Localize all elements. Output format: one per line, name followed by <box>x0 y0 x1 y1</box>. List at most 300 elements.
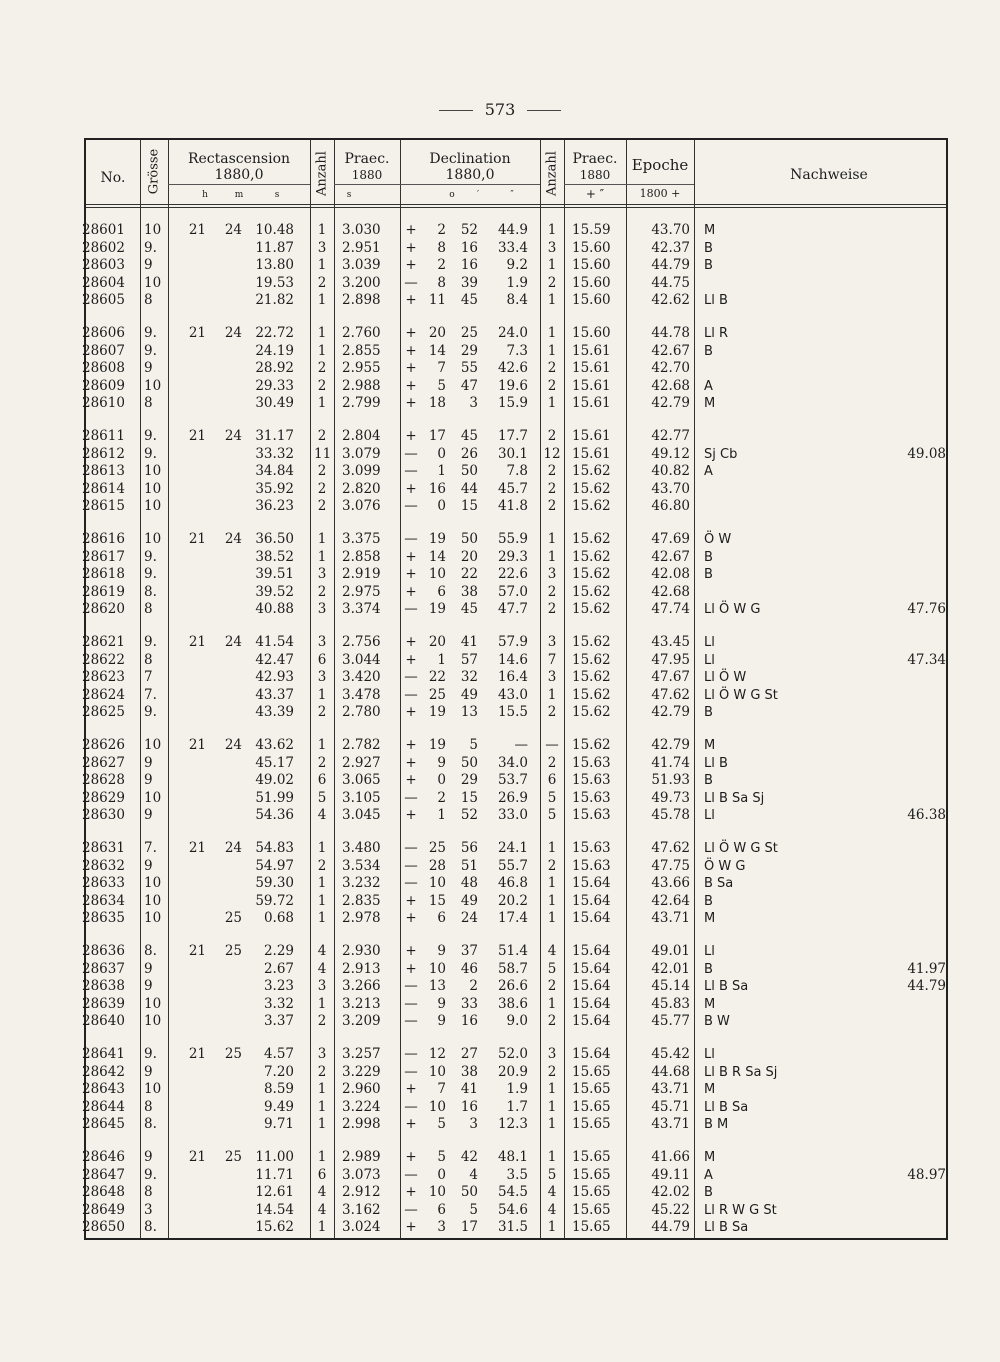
cell-epoche: 47.95 <box>651 651 690 668</box>
cell-decl-sign: + <box>405 239 417 256</box>
cell-praec-1: 3.420 <box>342 669 381 685</box>
cell-epoche: 44.75 <box>651 274 690 291</box>
cell-nachweise: B <box>704 240 713 256</box>
cell-praec-1: 2.855 <box>342 342 381 359</box>
cell-no: 28621 <box>82 634 125 650</box>
cell-anzahl-1: 1 <box>317 257 327 273</box>
cell-ra-s: 39.52 <box>255 583 294 600</box>
cell-epoche: 45.14 <box>651 978 690 994</box>
cell-groesse: 9. <box>144 239 157 256</box>
cell-praec-1: 3.374 <box>342 601 381 617</box>
cell-decl-sign: + <box>405 480 417 497</box>
table-row <box>82 857 950 875</box>
page-number-text: 573 <box>484 100 516 119</box>
cell-ra-s: 54.36 <box>255 807 294 823</box>
cell-anzahl-2: 2 <box>547 428 557 444</box>
cell-ra-s: 36.23 <box>255 498 294 514</box>
cell-anzahl-1: 1 <box>317 737 327 753</box>
cell-decl-deg: 9 <box>437 995 446 1012</box>
cell-groesse: 10 <box>144 737 162 753</box>
cell-anzahl-1: 1 <box>317 1081 327 1097</box>
cell-decl-sign: — <box>404 1166 418 1183</box>
cell-groesse: 10 <box>144 274 162 291</box>
cell-no: 28633 <box>82 875 125 891</box>
cell-decl-sec: 51.4 <box>497 943 528 959</box>
cell-anzahl-1: 1 <box>317 222 327 238</box>
cell-epoche: 43.71 <box>651 910 690 926</box>
cell-decl-deg: 19 <box>428 704 446 720</box>
cell-decl-sign: — <box>404 1013 418 1029</box>
cell-ra-s: 9.71 <box>263 1116 294 1132</box>
cell-praec-1: 3.044 <box>342 651 381 668</box>
cell-decl-sign: + <box>405 292 417 308</box>
cell-ra-s: 54.83 <box>255 840 294 856</box>
cell-nachweise: B Sa <box>704 876 734 891</box>
cell-epoche: 49.01 <box>651 943 690 959</box>
cell-epoche: 47.75 <box>651 857 690 874</box>
cell-ra-m: 25 <box>224 910 242 926</box>
cell-praec-2: 15.60 <box>572 239 611 256</box>
cell-anzahl-2: 1 <box>547 910 557 926</box>
cell-decl-min: 16 <box>460 1098 478 1115</box>
cell-epoche: 47.69 <box>651 531 690 547</box>
cell-groesse: 10 <box>144 892 162 909</box>
cell-ra-h: 21 <box>188 943 206 959</box>
cell-decl-sec: 30.1 <box>497 445 528 462</box>
table-row <box>82 634 950 651</box>
cell-praec-1: 2.799 <box>342 395 381 411</box>
cell-decl-sec: 20.2 <box>497 892 528 909</box>
cell-decl-min: 38 <box>460 1063 478 1080</box>
header-praec2-unit: + ″ <box>585 187 605 201</box>
cell-nachweise: Ll B Sa <box>704 979 749 994</box>
cell-anzahl-1: 2 <box>317 583 327 600</box>
table-row <box>82 840 950 857</box>
cell-decl-sign: + <box>405 1184 417 1200</box>
cell-praec-1: 2.955 <box>342 360 381 376</box>
cell-groesse: 9 <box>144 772 153 788</box>
cell-anzahl-2: 4 <box>547 943 557 959</box>
cell-epoche: 44.79 <box>651 1219 690 1235</box>
cell-no: 28630 <box>82 807 125 823</box>
cell-no: 28642 <box>82 1063 125 1080</box>
cell-epoche: 41.74 <box>651 754 690 771</box>
cell-decl-deg: 11 <box>428 292 446 308</box>
cell-ra-s: 43.37 <box>255 686 294 703</box>
cell-epoche: 42.01 <box>651 960 690 977</box>
cell-decl-min: 51 <box>460 857 478 874</box>
header-epoche-title: Epoche <box>631 156 689 174</box>
cell-praec-2: 15.60 <box>572 274 611 291</box>
cell-decl-sec: 38.6 <box>497 995 528 1012</box>
cell-groesse: 10 <box>144 498 162 514</box>
header-subrule <box>168 184 310 185</box>
cell-decl-sec: 12.3 <box>497 1116 528 1132</box>
cell-praec-1: 2.930 <box>342 943 381 959</box>
cell-praec-2: 15.61 <box>572 395 611 411</box>
cell-decl-min: 15 <box>460 789 478 806</box>
cell-ra-s: 42.47 <box>255 651 294 668</box>
cell-anzahl-1: 1 <box>317 1149 327 1165</box>
cell-decl-sec: 19.6 <box>497 377 528 394</box>
cell-epoche: 45.22 <box>651 1201 690 1218</box>
cell-anzahl-2: 1 <box>547 1149 557 1165</box>
cell-decl-min: 48 <box>460 875 478 891</box>
cell-nachweise: Ll <box>704 1047 715 1062</box>
cell-decl-min: 29 <box>460 342 478 359</box>
table-row <box>82 1184 950 1201</box>
cell-praec-2: 15.62 <box>572 566 611 582</box>
table-row <box>82 583 950 601</box>
cell-nachweise: B W <box>704 1014 730 1029</box>
cell-decl-sign: + <box>405 651 417 668</box>
cell-epoche: 47.74 <box>651 601 690 617</box>
cell-decl-sec: 54.6 <box>497 1201 528 1218</box>
cell-praec-2: 15.61 <box>572 342 611 359</box>
cell-anzahl-1: 4 <box>317 1201 327 1218</box>
cell-anzahl-2: 2 <box>547 463 557 479</box>
cell-decl-sign: + <box>405 566 417 582</box>
cell-praec-1: 2.835 <box>342 892 381 909</box>
cell-ra-s: 36.50 <box>255 531 294 547</box>
cell-anzahl-2: 1 <box>547 222 557 238</box>
table-row <box>82 222 950 239</box>
cell-decl-deg: 10 <box>428 566 446 582</box>
cell-praec-2: 15.65 <box>572 1063 611 1080</box>
cell-decl-sec: 22.6 <box>497 566 528 582</box>
cell-praec-2: 15.64 <box>572 943 611 959</box>
cell-epoche: 42.67 <box>651 342 690 359</box>
cell-anzahl-1: 4 <box>317 943 327 959</box>
cell-decl-sign: — <box>404 978 418 994</box>
cell-decl-sign: — <box>404 498 418 514</box>
cell-anzahl-1: 5 <box>317 789 327 806</box>
cell-anzahl-2: 3 <box>547 634 557 650</box>
cell-ra-m: 24 <box>224 325 242 341</box>
cell-no: 28649 <box>82 1201 125 1218</box>
cell-decl-deg: 0 <box>437 498 446 514</box>
cell-praec-2: 15.63 <box>572 807 611 823</box>
cell-praec-1: 2.804 <box>342 428 381 444</box>
cell-no: 28610 <box>82 395 125 411</box>
cell-nachweise: Ll <box>704 635 715 650</box>
header-decl-sec: ″ <box>510 190 514 200</box>
cell-anzahl-2: 5 <box>547 960 557 977</box>
cell-decl-sign: + <box>405 704 417 720</box>
cell-anzahl-1: 2 <box>317 498 327 514</box>
cell-no: 28602 <box>82 239 125 256</box>
header-ra-m: m <box>234 190 244 200</box>
cell-praec-2: 15.59 <box>572 222 611 238</box>
cell-ra-s: 59.30 <box>255 875 294 891</box>
cell-ra-s: 11.87 <box>255 239 294 256</box>
cell-praec-1: 2.927 <box>342 754 381 771</box>
cell-ra-s: 19.53 <box>255 274 294 291</box>
cell-decl-sec: 47.7 <box>497 601 528 617</box>
cell-decl-deg: 9 <box>437 754 446 771</box>
cell-anzahl-2: 2 <box>547 583 557 600</box>
cell-nachweise: Sj Cb <box>704 446 738 462</box>
cell-praec-2: 15.62 <box>572 480 611 497</box>
cell-decl-sec: 33.4 <box>497 239 528 256</box>
cell-no: 28647 <box>82 1166 125 1183</box>
cell-ra-m: 24 <box>224 634 242 650</box>
cell-ra-s: 34.84 <box>255 463 294 479</box>
cell-groesse: 9. <box>144 428 157 444</box>
cell-nachweise: Ll Ö W G St <box>704 841 778 856</box>
cell-decl-min: 45 <box>460 428 478 444</box>
cell-no: 28611 <box>82 428 125 444</box>
cell-groesse: 7. <box>144 686 157 703</box>
cell-praec-1: 3.065 <box>342 772 381 788</box>
cell-decl-sign: — <box>404 601 418 617</box>
cell-no: 28627 <box>82 754 125 771</box>
cell-praec-1: 2.780 <box>342 704 381 720</box>
cell-groesse: 9. <box>144 634 157 650</box>
cell-groesse: 9 <box>144 978 153 994</box>
cell-decl-sign: — <box>404 686 418 703</box>
cell-decl-min: 44 <box>460 480 478 497</box>
cell-groesse: 7. <box>144 840 157 856</box>
cell-decl-deg: 0 <box>437 445 446 462</box>
cell-no: 28603 <box>82 257 125 273</box>
cell-decl-deg: 8 <box>437 239 446 256</box>
cell-decl-sec: 43.0 <box>497 686 528 703</box>
cell-anzahl-1: 4 <box>317 1184 327 1200</box>
cell-praec-1: 3.375 <box>342 531 381 547</box>
cell-anzahl-2: 2 <box>547 360 557 376</box>
cell-praec-1: 2.978 <box>342 910 381 926</box>
cell-decl-sign: — <box>404 789 418 806</box>
cell-anzahl-1: 2 <box>317 463 327 479</box>
header-epoche-unit: 1800 + <box>639 187 681 200</box>
cell-decl-sec: 52.0 <box>497 1046 528 1062</box>
table-row <box>82 1063 950 1081</box>
cell-groesse: 8. <box>144 1219 157 1235</box>
cell-praec-1: 3.162 <box>342 1201 381 1218</box>
cell-praec-1: 2.756 <box>342 634 381 650</box>
cell-ra-h: 21 <box>188 634 206 650</box>
cell-nachweise: A <box>704 378 713 394</box>
cell-decl-sign: — <box>404 1063 418 1080</box>
cell-anzahl-1: 6 <box>317 651 327 668</box>
cell-decl-sec: 16.4 <box>497 669 528 685</box>
cell-decl-sec: 14.6 <box>497 651 528 668</box>
cell-no: 28645 <box>82 1116 125 1132</box>
cell-epoche: 42.67 <box>651 548 690 565</box>
cell-praec-2: 15.62 <box>572 669 611 685</box>
cell-groesse: 9 <box>144 257 153 273</box>
catalog-table <box>84 138 948 1240</box>
cell-no: 28609 <box>82 377 125 394</box>
cell-praec-1: 3.257 <box>342 1046 381 1062</box>
cell-decl-deg: 0 <box>437 1166 446 1183</box>
cell-ra-s: 59.72 <box>255 892 294 909</box>
table-row <box>82 239 950 257</box>
cell-epoche: 49.12 <box>651 445 690 462</box>
cell-ra-s: 29.33 <box>255 377 294 394</box>
cell-groesse: 7 <box>144 669 153 685</box>
cell-ra-s: 12.61 <box>255 1184 294 1200</box>
cell-anzahl-1: 2 <box>317 704 327 720</box>
cell-decl-deg: 25 <box>428 686 446 703</box>
cell-nachweise: B <box>704 1185 713 1200</box>
cell-nachweise: Ll B R Sa Sj <box>704 1064 778 1080</box>
cell-praec-2: 15.62 <box>572 548 611 565</box>
cell-groesse: 10 <box>144 789 162 806</box>
table-row <box>82 789 950 807</box>
cell-decl-min: 50 <box>460 1184 478 1200</box>
cell-anzahl-1: 2 <box>317 377 327 394</box>
cell-anzahl-2: 2 <box>547 480 557 497</box>
cell-decl-sign: + <box>405 910 417 926</box>
cell-epoche: 45.77 <box>651 1013 690 1029</box>
header-decl-epoch: 1880,0 <box>445 167 495 183</box>
cell-anzahl-2: 2 <box>547 754 557 771</box>
cell-decl-min: 32 <box>460 669 478 685</box>
cell-nachweise: Ll B <box>704 293 728 308</box>
table-row <box>82 686 950 704</box>
cell-groesse: 8 <box>144 1098 153 1115</box>
cell-ra-s: 33.32 <box>255 445 294 462</box>
cell-epoche: 43.45 <box>651 634 690 650</box>
cell-decl-deg: 28 <box>428 857 446 874</box>
cell-no: 28617 <box>82 548 125 565</box>
cell-ra-s: 7.20 <box>263 1063 294 1080</box>
cell-extra-epoch: 49.08 <box>907 445 946 462</box>
cell-anzahl-2: 4 <box>547 1201 557 1218</box>
cell-decl-sign: — <box>404 463 418 479</box>
table-row <box>82 892 950 910</box>
cell-decl-min: 5 <box>469 1201 478 1218</box>
table-row <box>82 274 950 292</box>
cell-praec-2: 15.63 <box>572 754 611 771</box>
cell-groesse: 9 <box>144 807 153 823</box>
cell-nachweise: B <box>704 567 713 582</box>
cell-decl-sign: + <box>405 772 417 788</box>
cell-no: 28632 <box>82 857 125 874</box>
cell-ra-h: 21 <box>188 531 206 547</box>
cell-nachweise: A <box>704 1167 713 1183</box>
cell-extra-epoch: 44.79 <box>907 978 946 994</box>
cell-praec-2: 15.64 <box>572 1013 611 1029</box>
cell-decl-sec: 17.7 <box>497 428 528 444</box>
cell-decl-sec: 7.3 <box>506 342 528 359</box>
cell-extra-epoch: 47.34 <box>907 651 946 668</box>
cell-decl-deg: 7 <box>437 360 446 376</box>
cell-anzahl-2: 1 <box>547 1098 557 1115</box>
cell-decl-sec: 17.4 <box>497 910 528 926</box>
cell-groesse: 9. <box>144 1046 157 1062</box>
cell-decl-sec: 20.9 <box>497 1063 528 1080</box>
cell-anzahl-1: 1 <box>317 548 327 565</box>
cell-decl-deg: 19 <box>428 531 446 547</box>
cell-praec-2: 15.60 <box>572 325 611 341</box>
cell-nachweise: M <box>704 911 716 926</box>
cell-anzahl-2: 4 <box>547 1184 557 1200</box>
table-row <box>82 498 950 515</box>
cell-ra-h: 21 <box>188 1149 206 1165</box>
cell-decl-sign: + <box>405 395 417 411</box>
cell-decl-min: 24 <box>460 910 478 926</box>
cell-ra-s: 43.62 <box>255 737 294 753</box>
cell-decl-deg: 10 <box>428 1098 446 1115</box>
cell-no: 28626 <box>82 737 125 753</box>
cell-decl-min: 17 <box>460 1219 478 1235</box>
cell-decl-min: 16 <box>460 239 478 256</box>
cell-ra-h: 21 <box>188 325 206 341</box>
cell-groesse: 3 <box>144 1201 153 1218</box>
cell-groesse: 9 <box>144 960 153 977</box>
cell-decl-deg: 10 <box>428 875 446 891</box>
cell-nachweise: Ll Ö W G St <box>704 687 778 703</box>
cell-epoche: 42.70 <box>651 360 690 376</box>
cell-praec-2: 15.64 <box>572 892 611 909</box>
table-row <box>82 428 950 445</box>
cell-praec-2: 15.65 <box>572 1219 611 1235</box>
cell-nachweise: M <box>704 1150 716 1165</box>
cell-nachweise: Ll B Sa <box>704 1220 749 1235</box>
cell-decl-sec: 24.1 <box>497 840 528 856</box>
cell-praec-2: 15.60 <box>572 292 611 308</box>
cell-anzahl-1: 2 <box>317 360 327 376</box>
cell-praec-1: 2.760 <box>342 325 381 341</box>
cell-epoche: 43.71 <box>651 1081 690 1097</box>
cell-anzahl-1: 3 <box>317 566 327 582</box>
cell-decl-sec: 53.7 <box>497 772 528 788</box>
cell-decl-sign: — <box>404 531 418 547</box>
cell-no: 28648 <box>82 1184 125 1200</box>
cell-praec-2: 15.62 <box>572 463 611 479</box>
cell-decl-min: 55 <box>460 360 478 376</box>
table-row <box>82 1166 950 1184</box>
cell-decl-sign: + <box>405 892 417 909</box>
cell-epoche: 42.62 <box>651 292 690 308</box>
cell-decl-sign: + <box>405 737 417 753</box>
cell-praec-2: 15.62 <box>572 651 611 668</box>
table-row <box>82 377 950 395</box>
cell-groesse: 10 <box>144 463 162 479</box>
cell-anzahl-1: 1 <box>317 1098 327 1115</box>
cell-decl-min: 26 <box>460 445 478 462</box>
cell-groesse: 8 <box>144 395 153 411</box>
cell-no: 28629 <box>82 789 125 806</box>
cell-decl-deg: 7 <box>437 1081 446 1097</box>
cell-decl-deg: 17 <box>428 428 446 444</box>
cell-epoche: 42.08 <box>651 566 690 582</box>
cell-decl-sign: — <box>404 274 418 291</box>
cell-anzahl-1: 4 <box>317 960 327 977</box>
cell-anzahl-1: 2 <box>317 754 327 771</box>
cell-anzahl-2: — <box>545 737 559 753</box>
cell-praec-2: 15.65 <box>572 1149 611 1165</box>
cell-decl-deg: 20 <box>428 325 446 341</box>
cell-decl-min: 42 <box>460 1149 478 1165</box>
cell-praec-1: 3.099 <box>342 463 381 479</box>
cell-anzahl-2: 2 <box>547 601 557 617</box>
cell-decl-deg: 8 <box>437 274 446 291</box>
cell-groesse: 8 <box>144 651 153 668</box>
cell-decl-sign: — <box>404 840 418 856</box>
cell-decl-sign: — <box>404 1046 418 1062</box>
cell-epoche: 43.71 <box>651 1116 690 1132</box>
cell-decl-sec: 15.9 <box>497 395 528 411</box>
cell-anzahl-2: 2 <box>547 377 557 394</box>
cell-anzahl-1: 4 <box>317 807 327 823</box>
cell-epoche: 42.79 <box>651 704 690 720</box>
cell-groesse: 9. <box>144 342 157 359</box>
cell-praec-1: 3.480 <box>342 840 381 856</box>
